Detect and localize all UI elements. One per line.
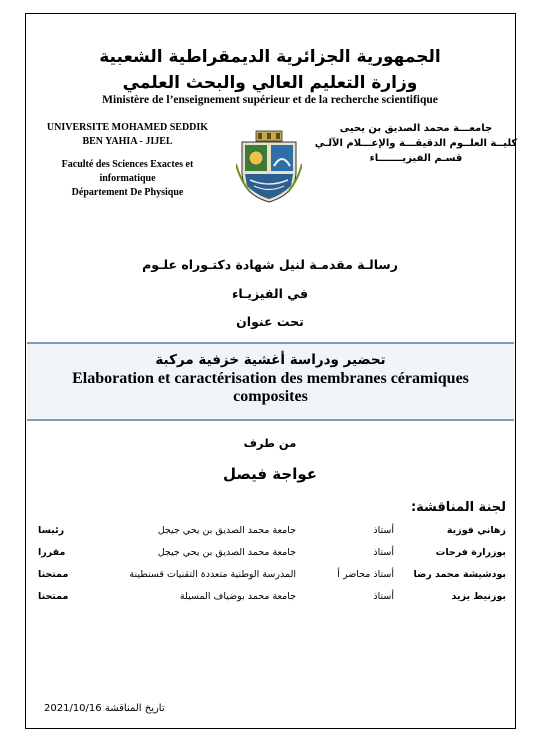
- jury-member-institution: المدرسة الوطنية متعددة التقنيات قسنطينة: [129, 569, 296, 580]
- department-fr: Département De Physique: [71, 187, 184, 198]
- jury-member-name: بوزرارة فرحات: [435, 547, 506, 558]
- jury-heading: لجنة المناقشة:: [410, 500, 506, 515]
- jury-member-role: رئيسا: [38, 525, 65, 536]
- jury-member-name: زهاني فوزية: [446, 525, 506, 536]
- thesis-title-fr-line2: composites: [233, 388, 308, 405]
- university-logo-icon: [236, 130, 302, 204]
- university-block-ar: [310, 121, 522, 166]
- jury-row: [0, 547, 540, 569]
- thesis-title-ar: تحضير ودراسة أغشية خزفية مركبة: [155, 352, 386, 368]
- defense-date-label: تاريخ المناقشة: [104, 703, 165, 714]
- jury-member-role: مقررا: [38, 547, 66, 558]
- jury-row: [0, 591, 540, 613]
- university-name-ar: جامعـــة محمد الصديق بن يحيى: [339, 123, 493, 134]
- jury-member-institution: جامعة محمد الصديق بن يحي جيجل: [157, 547, 296, 558]
- jury-member-role: ممتحنا: [38, 591, 69, 602]
- faculty-ar: كليــة العلــوم الدقيقـــة والإعـــلام الآلـي: [314, 138, 518, 149]
- department-ar: قسـم الفيزيـــــــاء: [369, 153, 463, 164]
- republic-heading: الجمهورية الجزائرية الديمقراطية الشعبية: [99, 47, 441, 67]
- thesis-degree-line: رسالـة مقدمـة لنيل شهادة دكتـوراه علـوم: [142, 257, 398, 272]
- faculty-fr-cont: informatique: [99, 173, 156, 184]
- jury-member-institution: جامعة محمد بوضياف المسيلة: [179, 591, 296, 602]
- thesis-title-fr: [27, 370, 514, 406]
- university-name-fr: UNIVERSITE MOHAMED SEDDIK: [46, 122, 209, 133]
- jury-row: [0, 525, 540, 547]
- jury-table: [0, 525, 540, 613]
- thesis-title-band: [27, 342, 514, 421]
- author-by-label: من طرف: [243, 436, 297, 450]
- thesis-title-intro: تحت عنوان: [236, 314, 304, 329]
- thesis-field-line: في الفيزيـاء: [231, 286, 309, 301]
- thesis-title-fr-line1: Elaboration et caractérisation des membranes céramiques: [72, 370, 469, 387]
- jury-row: [0, 569, 540, 591]
- faculty-fr: Faculté des Sciences Exactes et: [61, 159, 194, 170]
- jury-member-name: بودشيشة محمد رضا: [413, 569, 506, 580]
- defense-date-value: 2021/10/16: [44, 703, 102, 714]
- ministry-heading-fr: Ministère de l’enseignement supérieur et de la recherche scientifique: [102, 94, 438, 106]
- ministry-heading-ar: وزارة التعليم العالي والبحث العلمي: [122, 73, 418, 93]
- jury-member-rank: أستاذ: [373, 547, 394, 558]
- jury-member-rank: أستاذ محاضر أ: [337, 569, 394, 580]
- author-name: عواجة فيصل: [222, 465, 318, 483]
- university-city-fr: BEN YAHIA - JIJEL: [82, 136, 173, 147]
- jury-member-name: بوزنيط يزيد: [451, 591, 506, 602]
- defense-date: [44, 703, 165, 714]
- university-block-fr: [40, 121, 215, 200]
- jury-member-institution: جامعة محمد الصديق بن يحي جيجل: [157, 525, 296, 536]
- jury-member-rank: أستاذ: [373, 525, 394, 536]
- jury-member-rank: أستاذ: [373, 591, 394, 602]
- jury-member-role: ممتحنا: [38, 569, 69, 580]
